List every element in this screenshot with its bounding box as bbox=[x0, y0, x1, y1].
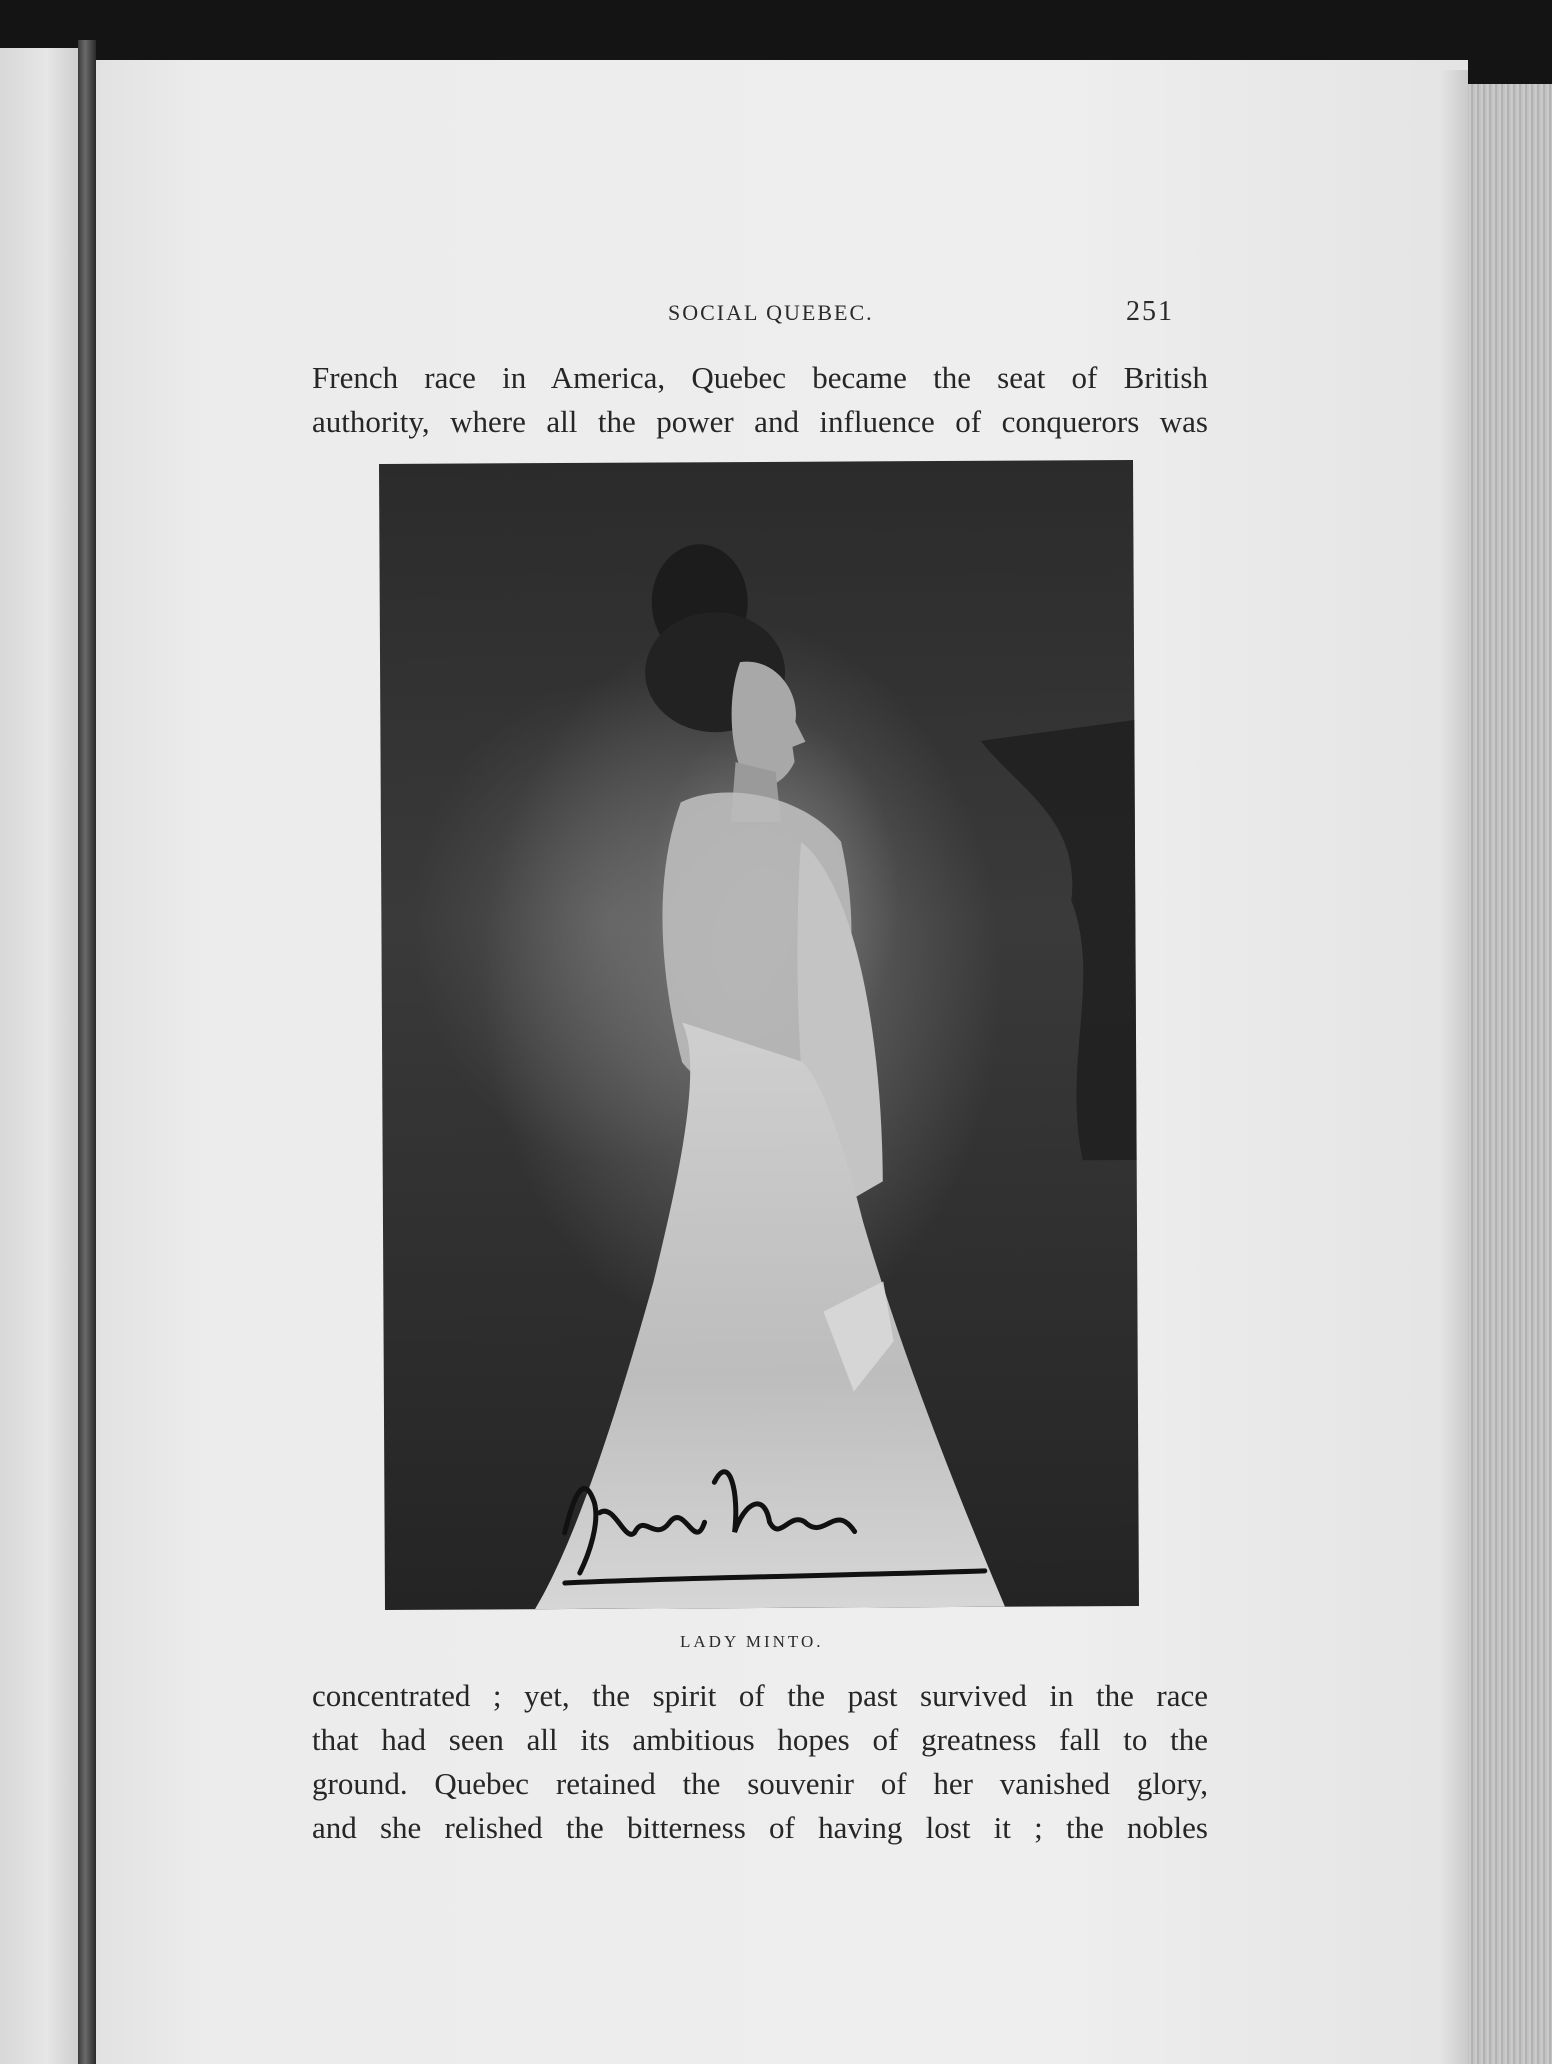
text-line: French race in America, Quebec became the seat of British bbox=[312, 360, 1208, 395]
text-line: that had seen all its ambitious hopes of greatness fall to the bbox=[312, 1722, 1208, 1757]
body-text-bottom bbox=[312, 1674, 1208, 1850]
text-line: and she relished the bitterness of having lost it ; the nobles bbox=[312, 1810, 1208, 1845]
body-text-top bbox=[312, 356, 1208, 444]
running-head: SOCIAL QUEBEC. bbox=[668, 300, 874, 325]
page-number: 251 bbox=[1126, 296, 1174, 327]
page-edge-shadow bbox=[1440, 70, 1470, 2064]
left-page-edge bbox=[0, 48, 78, 2064]
text-line: authority, where all the power and influence of conquerors was bbox=[312, 404, 1208, 439]
figure-caption: LADY MINTO. bbox=[680, 1632, 824, 1651]
page-block-edges bbox=[1468, 84, 1552, 2064]
page-header bbox=[320, 296, 1220, 340]
book-gutter bbox=[78, 40, 96, 2064]
portrait-photograph bbox=[379, 460, 1139, 1610]
portrait-plate bbox=[379, 460, 1139, 1610]
text-line: ground. Quebec retained the souvenir of her vanished glory, bbox=[312, 1766, 1208, 1801]
text-line: concentrated ; yet, the spirit of the past survived in the race bbox=[312, 1678, 1208, 1713]
